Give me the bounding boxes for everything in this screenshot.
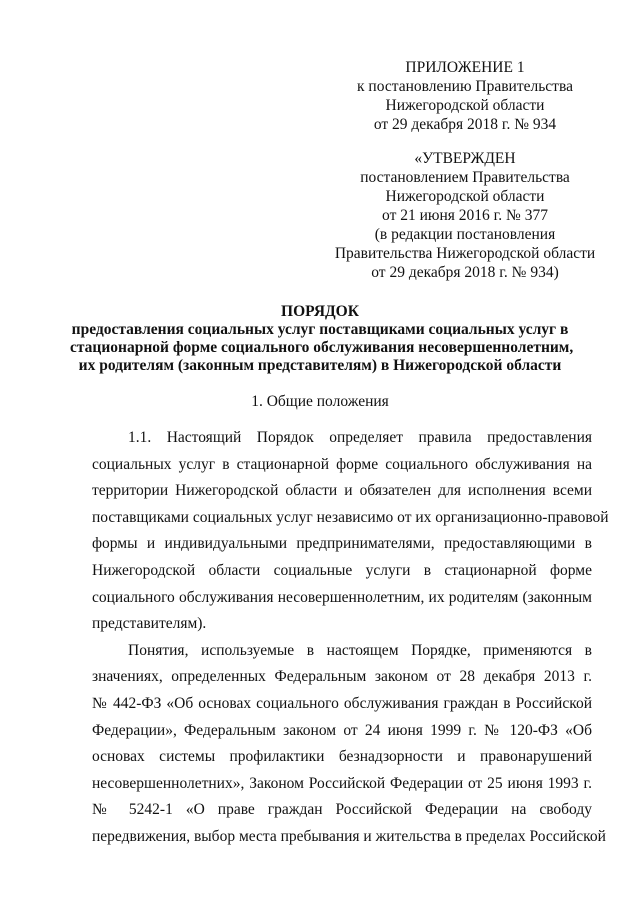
document-title	[70, 303, 574, 375]
body-line: социального обслуживания несовершеннолетним, их родителям (законным	[92, 588, 592, 606]
body-line: 1.1. Настоящий Порядок определяет правила предоставления	[128, 429, 592, 446]
body-line: Федерации», Федеральным законом от 24 июня 1999 г. № 120-ФЗ «Об	[92, 721, 592, 739]
approval-stamp-text	[320, 149, 610, 282]
appendix-line: ПРИЛОЖЕНИЕ 1	[405, 59, 525, 76]
body-line: территории Нижегородской области и обязателен для исполнения всеми	[92, 482, 592, 500]
body-line: поставщиками социальных услуг независимо от их организационно-правовой	[92, 508, 609, 526]
appendix-line: к постановлению Правительства	[357, 78, 573, 95]
body-line: социальных услуг в стационарной форме социального обслуживания на	[92, 455, 592, 473]
title-heading: ПОРЯДОК	[281, 303, 359, 320]
body-line: основах системы профилактики безнадзорности и правонарушений	[92, 748, 592, 766]
body-line: несовершеннолетних», Законом Российской Федерации от 25 июня 1993 г.	[92, 774, 592, 792]
body-line: представителям).	[92, 615, 207, 633]
body-text	[92, 425, 609, 851]
approved-line: (в редакции постановления	[374, 226, 556, 243]
body-line: формы и индивидуальными предпринимателями, предоставляющими в	[92, 535, 592, 553]
body-line: передвижения, выбор места пребывания и жительства в пределах Российской	[92, 827, 606, 845]
approved-line: от 21 июня 2016 г. № 377	[382, 207, 548, 224]
approved-line: «УТВЕРЖДЕН	[414, 150, 516, 167]
body-line: № 5242-1 «О праве граждан Российской Федерации на свободу	[92, 801, 592, 819]
approved-line: Нижегородской области	[385, 188, 545, 205]
title-line: стационарной форме социального обслуживания несовершеннолетним,	[70, 339, 574, 356]
section-heading: 1. Общие положения	[251, 393, 389, 410]
title-line: их родителям (законным представителям) в Нижегородской области	[78, 357, 562, 374]
title-line: предоставления социальных услуг поставщиками социальных услуг в	[71, 321, 569, 338]
appendix-header	[320, 58, 610, 134]
body-line: Понятия, используемые в настоящем Порядке, применяются в	[128, 641, 592, 659]
body-line: значениях, определенных Федеральным законом от 28 декабря 2013 г.	[92, 668, 592, 686]
approved-line: Правительства Нижегородской области	[334, 245, 596, 262]
body-line: № 442-ФЗ «Об основах социального обслуживания граждан в Российской	[92, 694, 592, 712]
appendix-line: Нижегородской области	[385, 97, 545, 114]
approved-line: от 29 декабря 2018 г. № 934)	[371, 264, 559, 281]
body-line: Нижегородской области социальные услуги в стационарной форме	[92, 561, 592, 579]
appendix-line: от 29 декабря 2018 г. № 934	[373, 116, 557, 133]
approved-line: постановлением Правительства	[360, 169, 570, 186]
